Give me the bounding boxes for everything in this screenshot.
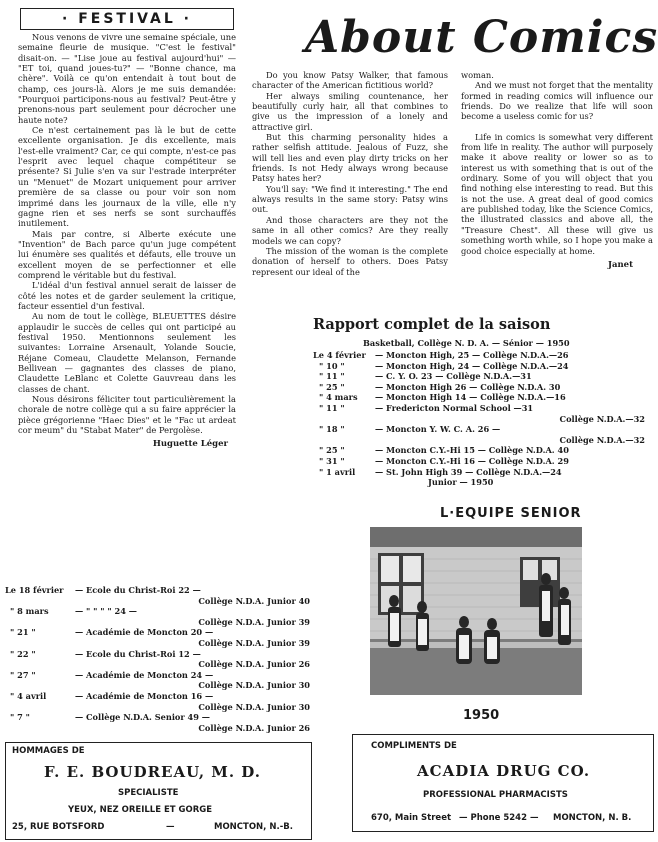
ad-address: 25, RUE BOTSFORD	[12, 822, 105, 832]
rapport-row	[313, 350, 653, 361]
result-opponent: — " " " " 24 —	[75, 606, 137, 617]
result-date: " 22 "	[10, 648, 36, 659]
rapport-date: " 18 "	[319, 424, 345, 435]
rapport-score: — Moncton High 26 — Collège N.D.A. 30	[375, 381, 561, 392]
ad-specialty: SPECIALISTE	[118, 788, 179, 798]
result-date: " 27 "	[10, 669, 36, 680]
rapport-score: — Moncton C.Y.-Hi 16 — Collège N.D.A. 29	[375, 455, 569, 466]
result-row	[5, 649, 310, 660]
rapport-date: " 11 "	[319, 371, 345, 382]
ad-hommages: HOMMAGES DE	[12, 746, 85, 756]
rapport-row	[313, 371, 653, 382]
rapport-score: — Moncton High, 25 — Collège N.D.A.—26	[375, 350, 569, 360]
festival-paragraph: Au nom de tout le collège, BLEUETTES désire applaudir le succès de celles qui ont participé au festival 1950. Mentionnons seulement les suivantes: Lorraine Arsenault, Yolande Soucie, Réjane Comeau, Claudette Melanson, Fernande Bellivean — gagnantes des classes de piano, Claudette LeBlanc et Colette Gauvreau dans les classes de chant.	[18, 311, 236, 394]
result-date: " 4 avril	[10, 690, 47, 701]
team-year: 1950	[463, 708, 500, 723]
rapport-row	[313, 477, 653, 488]
ad-doctor-name: F. E. BOUDREAU, M. D.	[44, 763, 262, 781]
rapport-row	[313, 403, 653, 414]
result-row	[5, 606, 310, 617]
rapport-date: " 25 "	[319, 381, 345, 392]
result-date: Le 18 février	[5, 585, 64, 595]
result-row	[5, 680, 310, 691]
ad-profession: PROFESSIONAL PHARMACISTS	[423, 790, 568, 800]
result-row	[5, 638, 310, 649]
result-date: " 7 "	[10, 712, 30, 723]
result-row	[5, 723, 310, 734]
rapport-score: — St. John High 39 — Collège N.D.A.—24	[375, 466, 562, 477]
festival-paragraph: Nous venons de vivre une semaine spéciale, une semaine fleurie de musique. "C'est le festival" disait-on. — "Lise joue au festival aujourd'hui" — "ET toi, quand joues-tu?" — "Bonne chance, ma chère". Voilà ce qu'on entendait à tout bout de champ, ces jours-là. Alors je me suis demandée: "Pourquoi participons-nous au festival? Peut-être y prenons-nous part seulement pour décrocher une haute note?	[18, 32, 236, 125]
ad-city: MONCTON, N.-B.	[214, 822, 293, 832]
rapport-row	[313, 414, 653, 425]
about-paragraph: And we must not forget that the mentality formed in reading comics will influence our friends. Do we realize that life will soon become a useless comic for us?	[461, 80, 653, 122]
about-paragraph: But this charming personality hides a rather selfish attitude. Jealous of Fuzz, she will tell lies and even play dirty tricks on her friends. Is not Hedy always wrong because Patsy hates her?	[252, 132, 448, 184]
result-row	[5, 712, 310, 723]
ad-boudreau	[5, 742, 312, 840]
rapport-row	[313, 361, 653, 372]
rapport-date: " 4 mars	[319, 392, 358, 403]
about-comics-title: About Comics	[305, 12, 658, 63]
junior-results	[5, 585, 310, 733]
rapport-score: — C. Y. O. 23 — Collège N.D.A.—31	[375, 371, 532, 382]
result-row	[5, 670, 310, 681]
festival-title: · FESTIVAL ·	[20, 8, 234, 30]
about-paragraph: Her always smiling countenance, her beautifully curly hair, all that combines to give us the impression of a lonely and attractive girl.	[252, 90, 448, 132]
festival-article	[18, 32, 236, 450]
equipe-title: L·EQUIPE SENIOR	[440, 506, 582, 521]
rapport-results	[313, 350, 653, 488]
rapport-date: " 11 "	[319, 402, 345, 413]
result-opponent: — Académie de Moncton 16 —	[75, 690, 214, 701]
ad-city: MONCTON, N. B.	[553, 813, 632, 823]
ad-dash: —	[166, 822, 175, 832]
result-row	[5, 691, 310, 702]
team-photo-image	[370, 527, 582, 695]
result-row	[5, 627, 310, 638]
rapport-header: Basketball, Collège N. D. A. — Sénior — 1950	[363, 338, 570, 348]
rapport-score: — Moncton C.Y.-Hi 15 — Collège N.D.A. 40	[375, 445, 569, 456]
result-score: Collège N.D.A. Junior 30	[198, 701, 310, 712]
rapport-date: Le 4 février	[313, 350, 366, 360]
festival-paragraph: L'idéal d'un festival annuel serait de laisser de côté les notes et de garder seulement la critique, facteur essentiel d'un festival.	[18, 280, 236, 311]
ad-pharmacy-name: ACADIA DRUG CO.	[417, 762, 591, 780]
result-row	[5, 585, 310, 596]
result-opponent: — Ecole du Christ-Roi 12 —	[75, 648, 201, 659]
rapport-row	[313, 467, 653, 478]
rapport-row	[313, 456, 653, 467]
rapport-score: — Fredericton Normal School —31	[375, 402, 534, 413]
about-paragraph: The mission of the woman is the complete donation of herself to others. Does Patsy represent our ideal of the	[252, 245, 448, 277]
rapport-score: — Moncton Y. W. C. A. 26 —	[375, 424, 501, 435]
result-row	[5, 596, 310, 607]
ad-street: 670, Main Street	[371, 813, 452, 823]
festival-paragraph: Nous désirons féliciter tout particulièrement la chorale de notre collège qui a su faire apprécier la pièce grégorienne "Haec Dies" et le "Fac ut ardeat cor meum" du "Stabat Mater" de Pergolèse.	[18, 394, 236, 436]
result-score: Collège N.D.A. Junior 39	[198, 637, 310, 648]
festival-signature: Huguette Léger	[152, 439, 228, 450]
rapport-score: — Moncton High 14 — Collège N.D.A.—16	[375, 392, 566, 403]
about-column-2	[461, 70, 653, 270]
festival-paragraph: Mais par contre, si Alberte exécute une "Invention" de Bach parce qu'un juge compétent lui énumère ses qualités et défauts, elle trouve un excellent moyen de se perfectionner et elle comprend le véritable but du festival.	[18, 228, 236, 280]
about-paragraph: woman.	[461, 70, 494, 80]
about-column-1	[252, 70, 448, 277]
result-score: Collège N.D.A. Junior 30	[198, 680, 310, 691]
result-score: Collège N.D.A. Junior 39	[198, 616, 310, 627]
rapport-row	[313, 424, 653, 435]
rapport-score: Collège N.D.A.—32	[559, 434, 645, 445]
ad-phone: — Phone 5242 —	[459, 813, 539, 823]
rapport-row	[313, 435, 653, 446]
result-date: " 8 mars	[10, 606, 49, 617]
team-photo	[370, 527, 582, 695]
rapport-score: Collège N.D.A.—32	[559, 413, 645, 424]
ad-areas: YEUX, NEZ OREILLE ET GORGE	[68, 805, 213, 815]
result-row	[5, 659, 310, 670]
result-opponent: — Collège N.D.A. Senior 49 —	[75, 712, 210, 723]
result-score: Collège N.D.A. Junior 26	[198, 722, 310, 733]
result-opponent: — Académie de Moncton 20 —	[75, 627, 214, 638]
ad-acadia	[352, 734, 654, 832]
about-paragraph: And those characters are they not the same in all other comics? Are they really models we can copy?	[252, 214, 448, 246]
rapport-row	[313, 392, 653, 403]
about-paragraph: Do you know Patsy Walker, that famous character of the American fictitious world?	[252, 70, 448, 91]
result-score: Collège N.D.A. Junior 26	[198, 659, 310, 670]
rapport-row	[313, 382, 653, 393]
rapport-date: " 1 avril	[319, 466, 356, 477]
result-opponent: — Académie de Moncton 24 —	[75, 669, 214, 680]
ad-compliments: COMPLIMENTS DE	[371, 741, 457, 751]
about-paragraph: Life in comics is somewhat very different from life in reality. The author will purposely make it above reality or lower so as to interest us with something that is out of the ordinary. Some of you will object that you find nothing else interesting to read. But this is not the use. A great deal of good comics are published today, like the Science Comics, the illustrated classics and above all, the "Treasure Chest". All these will give us something worth while, so I hope you make a good choice especially at home.	[461, 131, 653, 256]
festival-paragraph: Ce n'est certainement pas là le but de cette excellente organisation. Je dis excellente, mais l'est-elle vraiment? Car, ce qui compte, n'est-ce pas l'esprit avec lequel chaque compétiteur se présente? Si Julie s'en va sur l'estrade interpréter un "Menuet" de Mozart uniquement pour arriver première de sa classe ou pour voir son nom imprimé dans les journaux de la ville, elle n'y gagne rien et ses nerfs se sont surchauffés inutilement.	[18, 125, 236, 229]
result-score: Collège N.D.A. Junior 40	[198, 595, 310, 606]
result-date: " 21 "	[10, 627, 36, 638]
rapport-date: " 10 "	[319, 360, 345, 371]
about-signature: Janet	[607, 259, 633, 270]
rapport-date: " 25 "	[319, 445, 345, 456]
result-row	[5, 617, 310, 628]
rapport-title: Rapport complet de la saison	[313, 316, 551, 333]
rapport-row	[313, 445, 653, 456]
rapport-score: Junior — 1950	[428, 477, 494, 488]
rapport-date: " 31 "	[319, 455, 345, 466]
result-opponent: — Ecole du Christ-Roi 22 —	[75, 585, 201, 595]
rapport-score: — Moncton High, 24 — Collège N.D.A.—24	[375, 360, 569, 371]
result-row	[5, 702, 310, 713]
about-paragraph: You'll say: "We find it interesting." The end always results in the same story: Patsy wins out.	[252, 183, 448, 215]
